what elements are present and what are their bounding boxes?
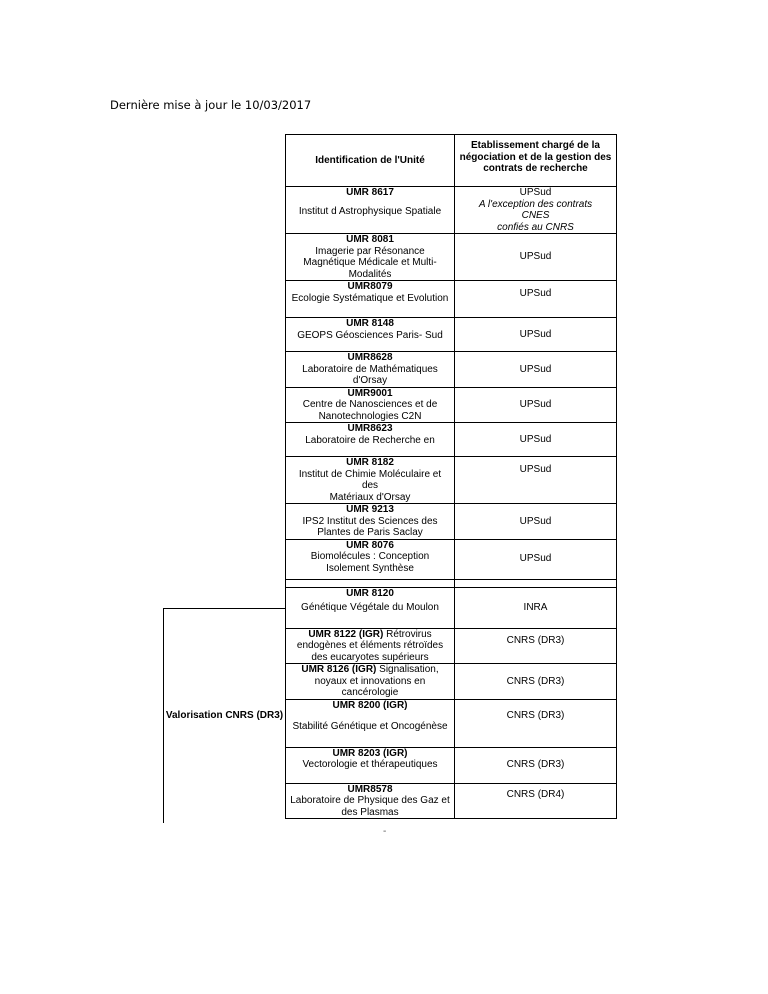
unit-cell (286, 539, 455, 579)
establishment-note: A l'exception des contrats (478, 198, 593, 210)
table-row (286, 587, 617, 628)
establishment-cell: UPSud (455, 318, 617, 352)
table-row (286, 783, 617, 819)
group-label-valorisation: Valorisation CNRS (DR3) (163, 608, 285, 823)
establishment-cell: UPSud (455, 539, 617, 579)
unit-name-continued: Matériaux d'Orsay (329, 491, 411, 503)
unit-name: Institut d Astrophysique Spatiale (298, 205, 442, 217)
unit-name: Institut de Chimie Moléculaire et des (298, 468, 442, 491)
unit-code: UMR8578 (347, 783, 393, 795)
establishment-cell: UPSud (455, 423, 617, 457)
establishment-name: UPSud (519, 187, 552, 198)
table-row (286, 318, 617, 352)
unit-cell (286, 423, 455, 457)
establishment-cell: CNRS (DR3) (455, 699, 617, 747)
footer-mark: - (383, 826, 387, 837)
establishment-cell: UPSud (455, 387, 617, 423)
unit-code: UMR 8120 (346, 587, 394, 599)
establishment-cell: INRA (455, 587, 617, 628)
header-unit-identification: Identification de l'Unité (286, 135, 455, 187)
establishment-cell: CNRS (DR3) (455, 747, 617, 783)
table-row (286, 747, 617, 783)
unit-code: UMR 8076 (346, 539, 394, 551)
table-row (286, 504, 617, 540)
unit-name: Imagerie par Résonance Magnétique Médicale et Multi- Modalités (303, 245, 437, 280)
spacer-cell (286, 579, 455, 587)
unit-name: Vectorologie et thérapeutiques (302, 759, 438, 770)
unit-cell (286, 234, 455, 281)
unit-name: Signalisation, noyaux et innovations en cancérologie (314, 664, 439, 698)
units-table (285, 134, 617, 819)
unit-cell (286, 352, 455, 388)
unit-code: UMR 9213 (346, 504, 394, 515)
unit-cell (286, 187, 455, 234)
unit-cell (286, 783, 455, 819)
establishment-cell: UPSud (455, 281, 617, 318)
table-row (286, 281, 617, 318)
establishment-cell (455, 187, 617, 234)
unit-cell (286, 747, 455, 783)
unit-cell (286, 504, 455, 540)
unit-name: Laboratoire de Physique des Gaz et des Plasmas (290, 795, 450, 818)
table-row (286, 423, 617, 457)
unit-code: UMR 8617 (346, 187, 394, 198)
unit-code: UMR 8148 (346, 318, 394, 329)
unit-name: GEOPS Géosciences Paris- Sud (297, 329, 443, 341)
unit-cell (286, 628, 455, 664)
table-row (286, 234, 617, 281)
unit-name: Rétrovirus endogènes et éléments rétroïdes des eucaryotes supérieurs (296, 628, 444, 663)
table-row (286, 352, 617, 388)
establishment-cell: CNRS (DR4) (455, 783, 617, 819)
unit-cell (286, 587, 455, 628)
table-header-row (286, 135, 617, 187)
establishment-cell: UPSud (455, 504, 617, 540)
unit-cell (286, 699, 455, 747)
table-row (286, 628, 617, 664)
unit-code: UMR8623 (347, 423, 393, 434)
establishment-cell: CNRS (DR3) (455, 628, 617, 664)
establishment-note: confiés au CNRS (497, 221, 574, 233)
unit-name: Laboratoire de Mathématiques d'Orsay (302, 363, 438, 386)
unit-code: UMR 8200 (IGR) (332, 699, 408, 711)
unit-code: UMR8079 (347, 281, 393, 292)
establishment-cell: UPSud (455, 457, 617, 504)
units-table-wrapper (285, 134, 616, 819)
last-update-line: Dernière mise à jour le 10/03/2017 (110, 98, 312, 112)
unit-name: Biomolécules : Conception Isolement Synthèse (310, 551, 430, 574)
establishment-cell: UPSud (455, 352, 617, 388)
unit-code: UMR9001 (347, 387, 393, 399)
unit-code: UMR 8081 (346, 234, 394, 245)
unit-cell (286, 387, 455, 423)
unit-name: Génétique Végétale du Moulon (301, 602, 439, 613)
table-spacer-row (286, 579, 617, 587)
unit-cell (286, 281, 455, 318)
spacer-cell (455, 579, 617, 587)
unit-name: Ecologie Systématique et Evolution (291, 292, 449, 304)
establishment-note: CNES (521, 210, 550, 221)
establishment-cell: CNRS (DR3) (455, 664, 617, 700)
establishment-cell: UPSud (455, 234, 617, 281)
table-row (286, 457, 617, 504)
unit-name: Centre de Nanosciences et de Nanotechnologies C2N (302, 399, 438, 422)
header-establishment: Etablissement chargé de la négociation et de la gestion des contrats de recherche (455, 135, 617, 187)
unit-code: UMR 8122 (IGR) (308, 628, 384, 640)
unit-cell (286, 457, 455, 504)
unit-cell (286, 318, 455, 352)
unit-name: IPS2 Institut des Sciences des Plantes de Paris Saclay (302, 515, 438, 538)
unit-code: UMR8628 (347, 352, 393, 363)
unit-name: Laboratoire de Recherche en (305, 434, 435, 446)
unit-code: UMR 8126 (IGR) (301, 664, 377, 675)
unit-name: Stabilité Génétique et Oncogénèse (292, 721, 448, 732)
table-row (286, 387, 617, 423)
table-row (286, 699, 617, 747)
unit-code: UMR 8182 (346, 457, 394, 468)
table-row (286, 539, 617, 579)
unit-cell (286, 664, 455, 700)
table-row (286, 664, 617, 700)
table-row (286, 187, 617, 234)
unit-code: UMR 8203 (IGR) (332, 747, 408, 759)
